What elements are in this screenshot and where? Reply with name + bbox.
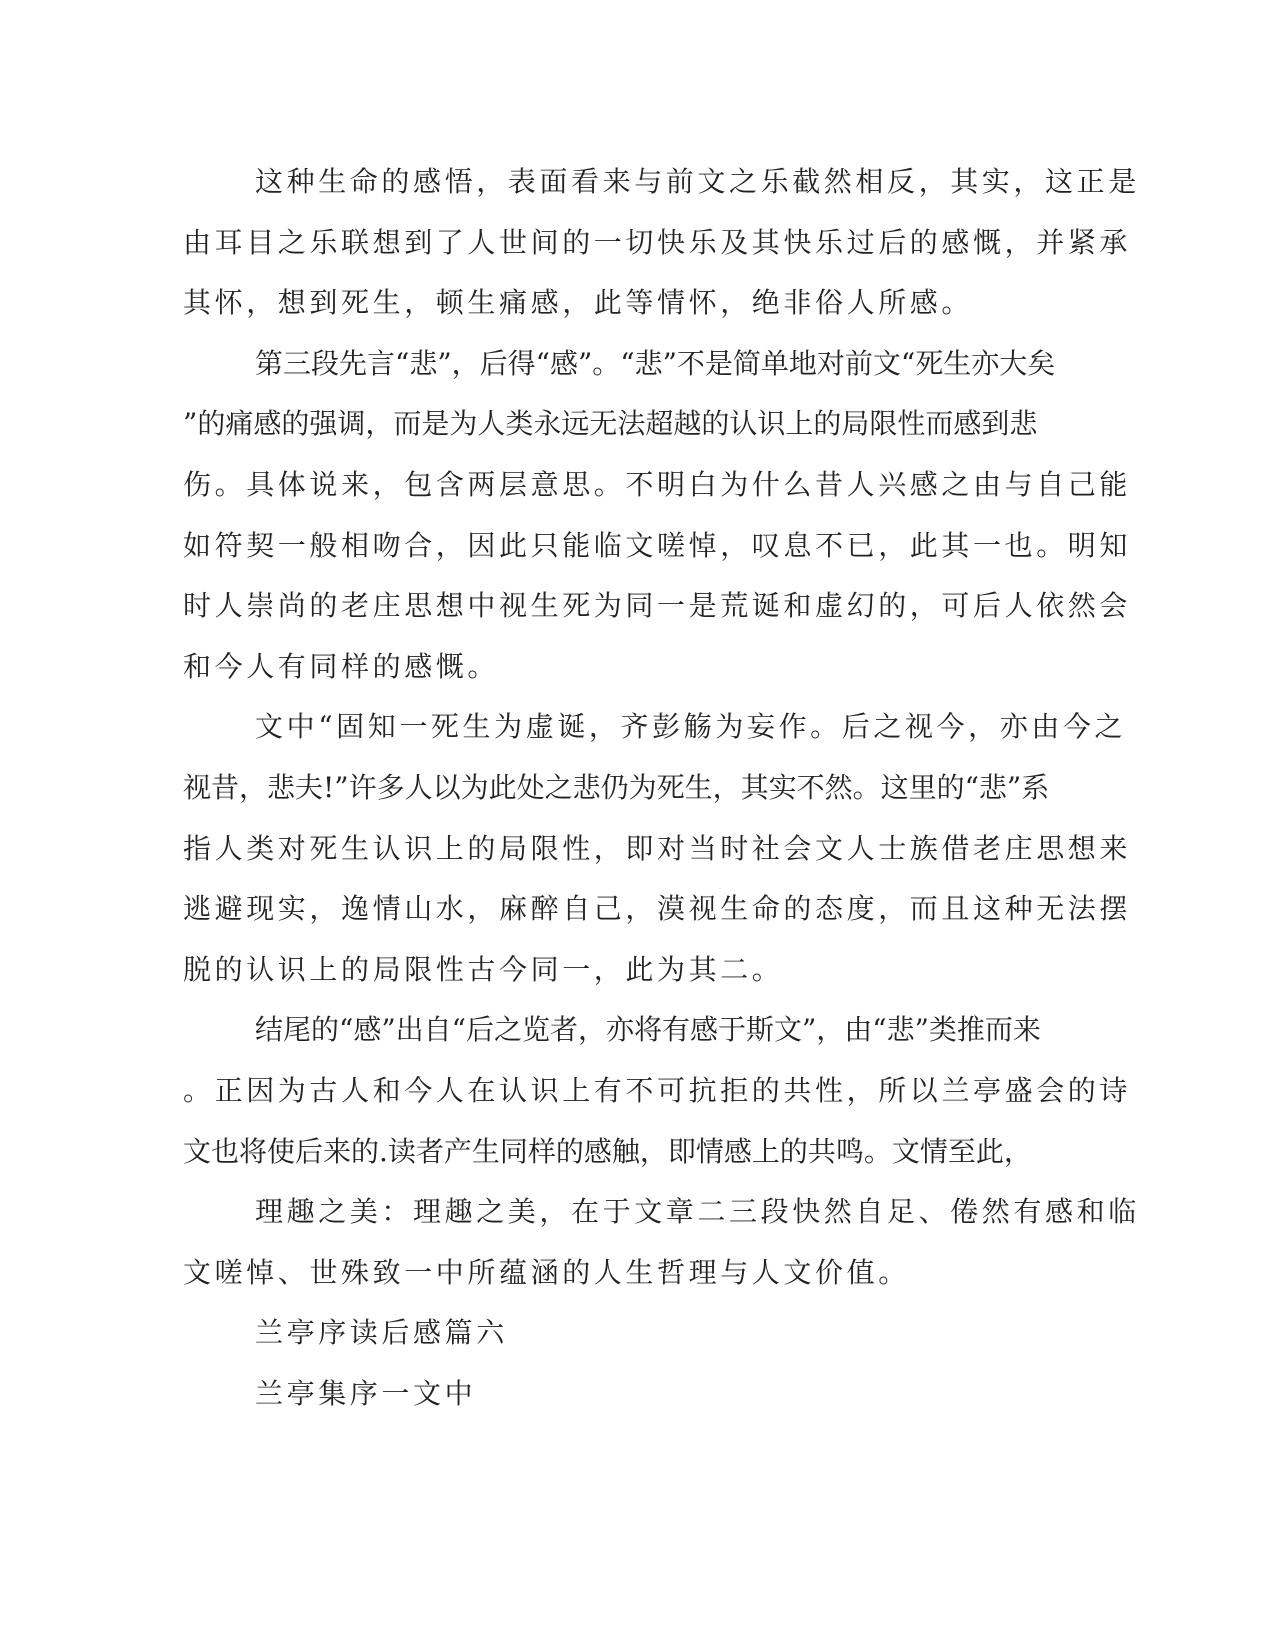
paragraph-3 bbox=[183, 697, 1132, 1000]
paragraph-1 bbox=[183, 152, 1140, 334]
text-line: 文中“固知一死生为虚诞，齐彭觞为妄作。后之视今，亦由今之 bbox=[255, 710, 1127, 744]
text-line: 文嗟悼、世殊致一中所蕴涵的人生哲理与人文价值。 bbox=[183, 1255, 910, 1289]
text-line: 伤。具体说来，包含两层意思。不明白为什么昔人兴感之由与自己能 bbox=[183, 467, 1132, 501]
text-line: 逃避现实，逸情山水，麻醉自己，漠视生命的态度，而且这种无法摆 bbox=[183, 892, 1132, 926]
text-line: 结尾的“感”出自“后之览者，亦将有感于斯文”，由“悲”类推而来 bbox=[255, 1013, 1041, 1047]
text-line: 文也将使后来的.读者产生同样的感触，即情感上的共鸣。文情至此， bbox=[183, 1134, 1032, 1168]
text-line: 理趣之美：理趣之美，在于文章二三段快然自足、倦然有感和临 bbox=[255, 1195, 1140, 1229]
text-line: 指人类对死生认识上的局限性，即对当时社会文人士族借老庄思想来 bbox=[183, 831, 1132, 865]
text-line: 视昔，悲夫!”许多人以为此处之悲仍为死生，其实不然。这里的“悲”系 bbox=[183, 770, 1050, 804]
text-line: 由耳目之乐联想到了人世间的一切快乐及其快乐过后的感慨，并紧承 bbox=[183, 225, 1132, 259]
text-line: 和今人有同样的感慨。 bbox=[183, 649, 500, 683]
paragraph-6 bbox=[183, 1364, 1033, 1425]
heading-line: 兰亭序读后感篇六 bbox=[255, 1316, 508, 1350]
text-line: 第三段先言“悲”，后得“感”。“悲”不是简单地对前文“死生亦大矣 bbox=[255, 346, 1056, 380]
text-line: 兰亭集序一文中 bbox=[255, 1376, 477, 1410]
paragraph-4 bbox=[183, 1000, 1132, 1182]
section-heading bbox=[183, 1303, 1033, 1364]
text-line: 。正因为古人和今人在认识上有不可抗拒的共性，所以兰亭盛会的诗 bbox=[183, 1073, 1132, 1107]
paragraph-2 bbox=[183, 334, 1132, 698]
text-line: 时人崇尚的老庄思想中视生死为同一是荒诞和虚幻的，可后人依然会 bbox=[183, 589, 1132, 623]
text-line: ”的痛感的强调，而是为人类永远无法超越的认识上的局限性而感到悲 bbox=[183, 407, 1038, 441]
text-line: 脱的认识上的局限性古今同一，此为其二。 bbox=[183, 952, 784, 986]
document-body bbox=[183, 152, 1140, 1424]
text-line: 其怀，想到死生，顿生痛感，此等情怀，绝非俗人所感。 bbox=[183, 286, 974, 320]
text-line: 如符契一般相吻合，因此只能临文嗟悼，叹息不已，此其一也。明知 bbox=[183, 528, 1132, 562]
paragraph-5 bbox=[183, 1182, 1140, 1303]
text-line: 这种生命的感悟，表面看来与前文之乐截然相反，其实，这正是 bbox=[255, 165, 1140, 198]
